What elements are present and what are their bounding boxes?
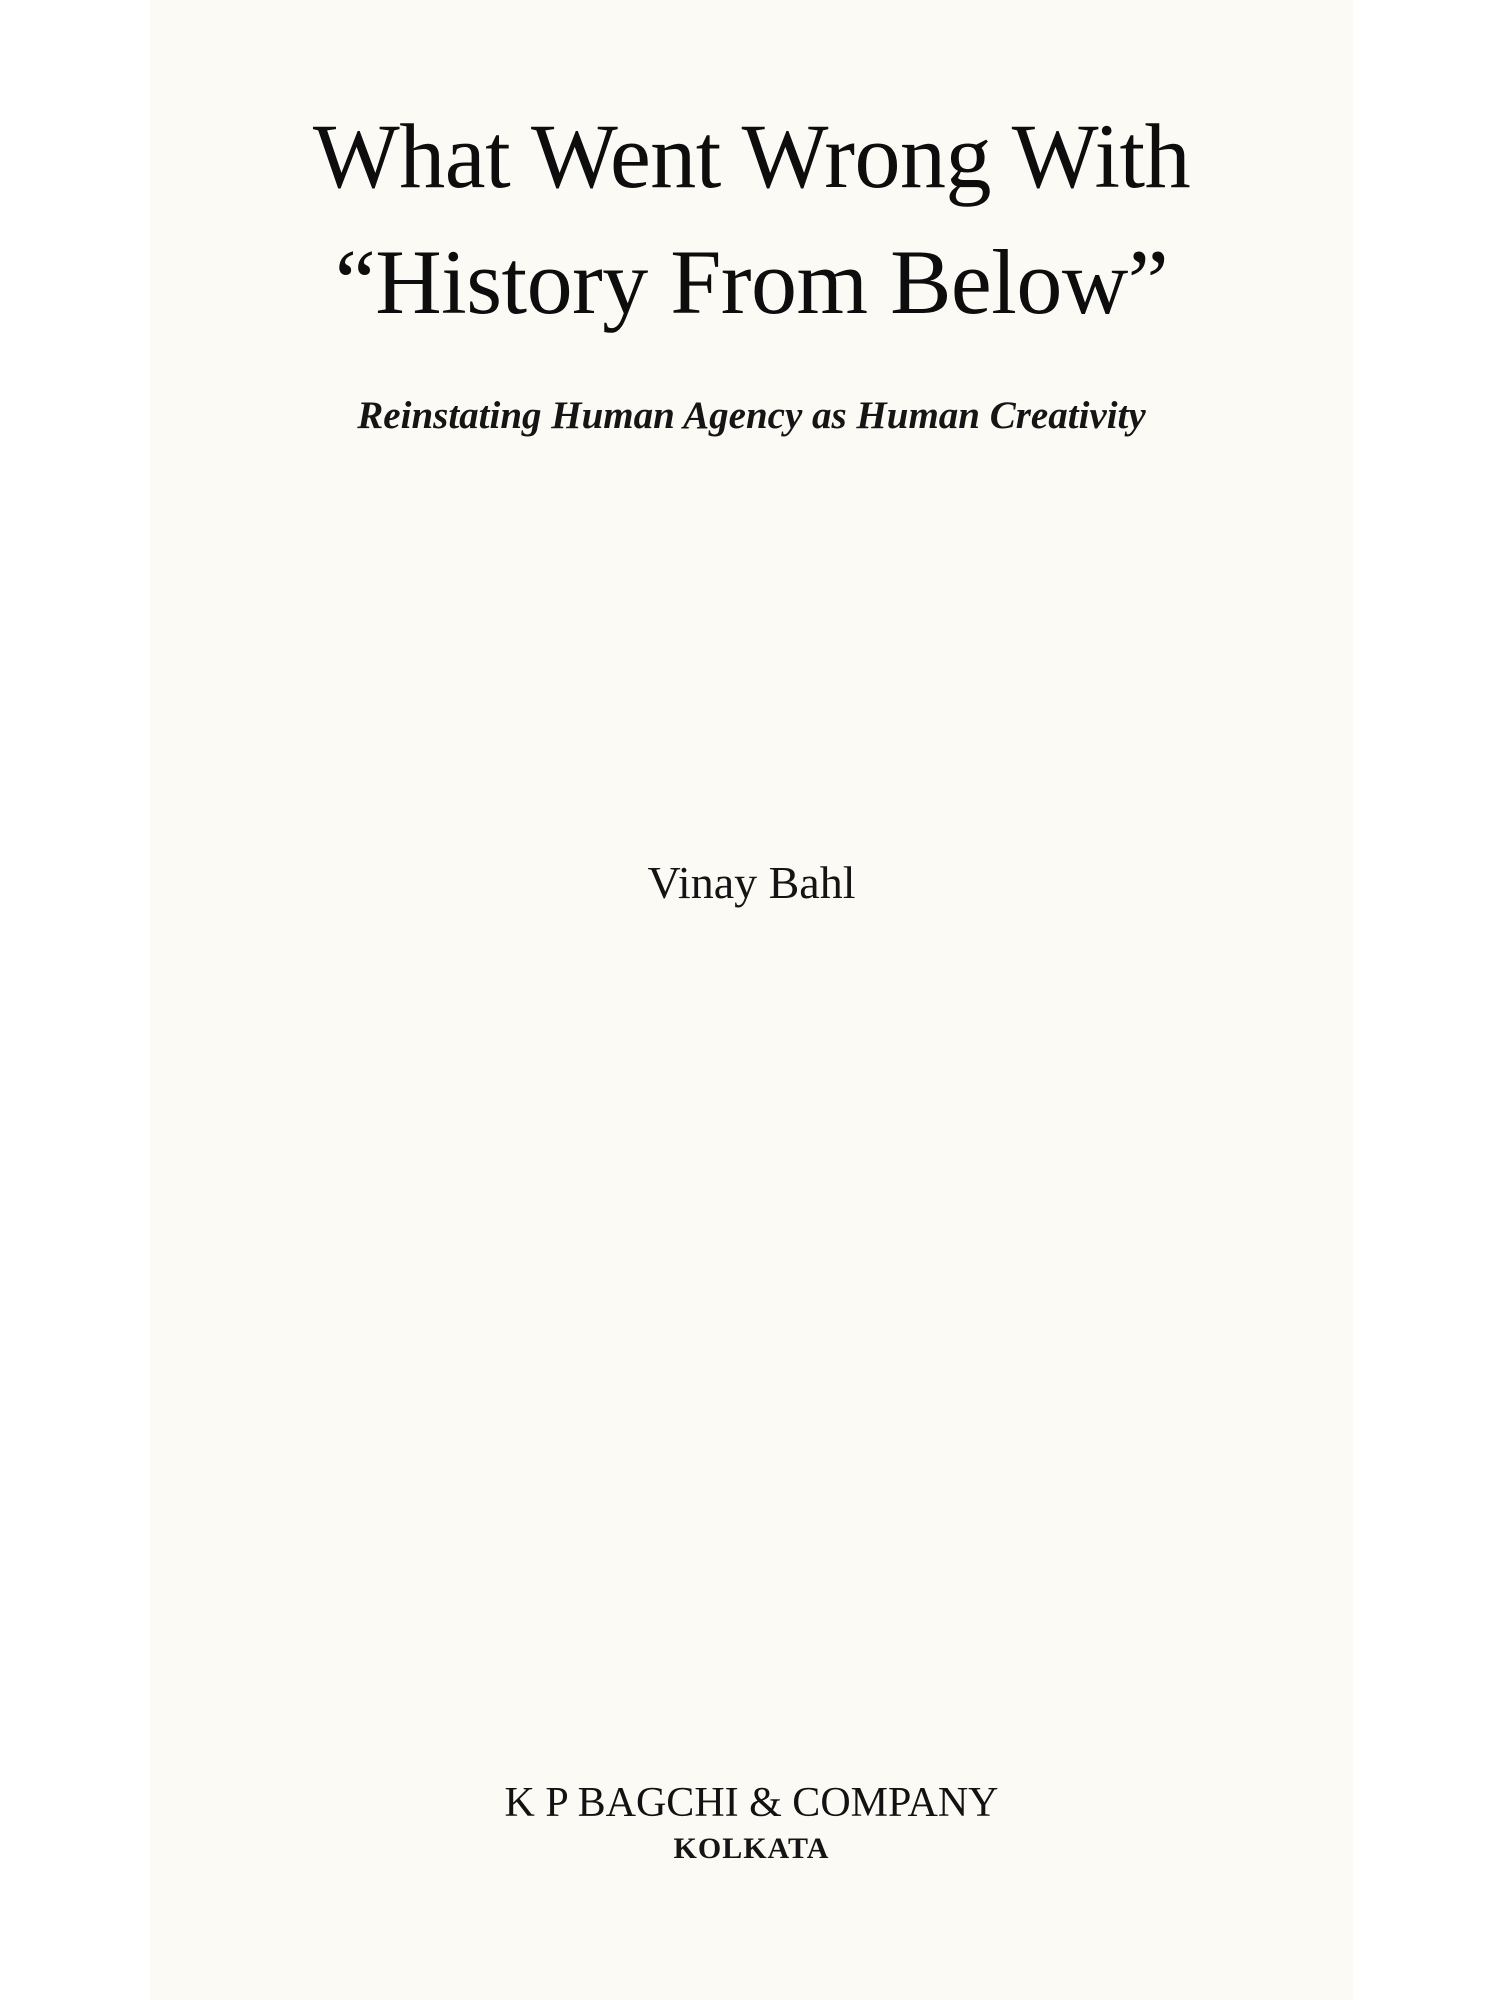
book-subtitle: Reinstating Human Agency as Human Creativity (357, 394, 1146, 437)
book-title-line-2: “History From Below” (334, 231, 1169, 333)
publisher-city: KOLKATA (673, 1832, 830, 1865)
title-page (150, 0, 1353, 2000)
book-title-line-1: What Went Wrong With (312, 105, 1191, 207)
publisher-name: K P BAGCHI & COMPANY (504, 1780, 999, 1826)
author-name: Vinay Bahl (647, 857, 856, 908)
